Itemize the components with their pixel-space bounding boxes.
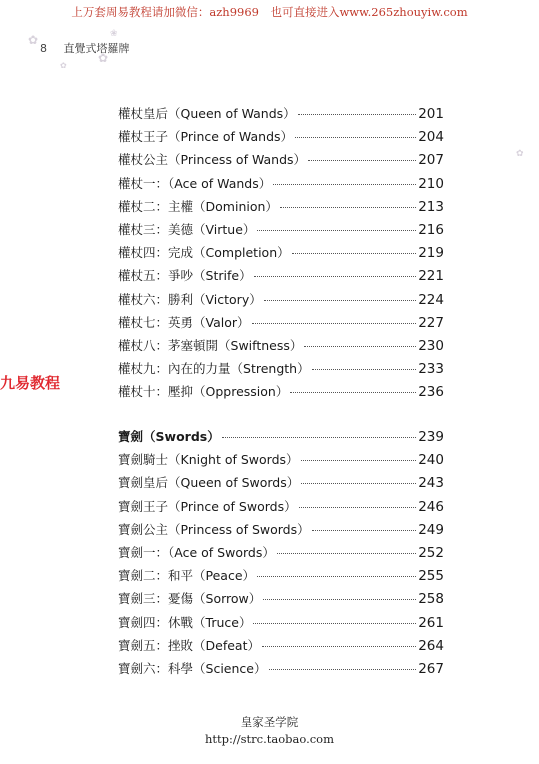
toc-entry-title bbox=[118, 566, 255, 584]
toc-entry-english: Princess of Wands bbox=[180, 152, 294, 168]
toc-entry-close-paren: ） bbox=[242, 568, 256, 584]
toc-entry-english: Truce bbox=[205, 614, 239, 630]
swords-section bbox=[118, 427, 444, 682]
toc-entry bbox=[118, 150, 444, 173]
toc-entry-title bbox=[118, 266, 252, 284]
toc-entry-chinese: 權杖八：茅塞頓開（ bbox=[118, 337, 231, 353]
bottom-watermark bbox=[0, 714, 539, 748]
toc-dot-leader bbox=[312, 530, 417, 531]
toc-entry-chinese: 權杖一：（ bbox=[118, 175, 175, 191]
flower-decoration-icon: ✿ bbox=[60, 61, 67, 70]
toc-entry bbox=[118, 220, 444, 243]
toc-entry-english: Princess of Swords bbox=[180, 521, 298, 537]
toc-dot-leader bbox=[304, 346, 416, 347]
toc-page-number: 221 bbox=[418, 268, 444, 285]
toc-entry-english: Science bbox=[205, 660, 254, 676]
toc-entry-close-paren: ） bbox=[280, 129, 294, 145]
toc-dot-leader bbox=[299, 507, 417, 508]
toc-dot-leader bbox=[298, 114, 417, 115]
toc-page-number: 246 bbox=[418, 498, 444, 515]
toc-entry-chinese: 權杖皇后（ bbox=[118, 106, 181, 121]
toc-entry bbox=[118, 197, 444, 220]
toc-entry-close-paren: ） bbox=[289, 337, 303, 353]
toc-entry-chinese: 寶劍騎士（ bbox=[118, 452, 181, 468]
toc-entry-close-paren: ） bbox=[248, 591, 262, 607]
toc-entry-chinese: 寶劍二：和平（ bbox=[118, 568, 206, 584]
toc-entry-english: Prince of Swords bbox=[180, 498, 285, 514]
toc-entry bbox=[118, 589, 444, 612]
toc-entry-chinese: 寶劍四：休戰（ bbox=[118, 614, 206, 630]
toc-entry-chinese: 權杖公主（ bbox=[118, 152, 181, 168]
toc-entry-english: Dominion bbox=[205, 198, 266, 214]
toc-dot-leader bbox=[263, 599, 416, 600]
toc-dot-leader bbox=[295, 137, 416, 138]
toc-page-number: 249 bbox=[418, 521, 444, 538]
toc-page-number: 227 bbox=[418, 314, 444, 331]
toc-entry-english: Strength bbox=[243, 361, 298, 377]
toc-dot-leader bbox=[222, 437, 416, 438]
flower-decoration-icon: ❀ bbox=[110, 29, 118, 39]
toc-entry-chinese: 權杖三：美德（ bbox=[118, 221, 206, 237]
toc-entry-title bbox=[118, 589, 261, 607]
toc-entry-title bbox=[118, 613, 251, 631]
toc-dot-leader bbox=[257, 230, 416, 231]
toc-dot-leader bbox=[253, 623, 416, 624]
toc-entry bbox=[118, 174, 444, 197]
toc-page-number: 213 bbox=[418, 198, 444, 215]
toc-entry-close-paren: ） bbox=[293, 152, 307, 168]
toc-entry bbox=[118, 290, 444, 313]
toc-entry-title bbox=[118, 473, 299, 491]
toc-dot-leader bbox=[280, 207, 416, 208]
toc-entry-close-paren: ） bbox=[207, 429, 220, 444]
page-header bbox=[40, 40, 130, 56]
toc-entry-chinese: 寶劍五：挫敗（ bbox=[118, 637, 206, 653]
toc-entry bbox=[118, 313, 444, 336]
toc-page-number: 264 bbox=[418, 637, 444, 654]
toc-page-number: 239 bbox=[418, 429, 444, 445]
toc-entry-chinese: 權杖王子（ bbox=[118, 129, 181, 145]
toc-entry-english: Peace bbox=[205, 568, 243, 584]
toc-entry-close-paren: ） bbox=[247, 637, 260, 653]
toc-entry-close-paren: ） bbox=[283, 106, 296, 121]
toc-entry-english: Sorrow bbox=[205, 591, 249, 607]
toc-page-number: 201 bbox=[418, 106, 444, 122]
toc-dot-leader bbox=[273, 184, 416, 185]
toc-entry-title bbox=[118, 543, 275, 561]
toc-entry-english: Prince of Wands bbox=[180, 129, 281, 145]
toc-page-number: 240 bbox=[418, 452, 444, 469]
toc-entry-title bbox=[118, 520, 310, 538]
toc-entry-title bbox=[118, 174, 271, 192]
toc-dot-leader bbox=[252, 323, 417, 324]
toc-dot-leader bbox=[312, 369, 417, 370]
toc-page-number: 207 bbox=[418, 152, 444, 169]
toc-entry-chinese: 寶劍皇后（ bbox=[118, 475, 181, 491]
toc-entry-close-paren: ） bbox=[297, 521, 310, 537]
toc-dot-leader bbox=[301, 460, 417, 461]
toc-dot-leader bbox=[264, 300, 416, 301]
toc-entry-english: Ace of Wands bbox=[174, 175, 259, 191]
toc-entry-english: Defeat bbox=[205, 637, 248, 653]
flower-decoration-icon: ✿ bbox=[98, 51, 109, 65]
toc-page-number: 230 bbox=[418, 337, 444, 354]
toc-entry-english: Oppression bbox=[205, 384, 276, 400]
toc-entry-english: Ace of Swords bbox=[174, 544, 263, 560]
toc-page-number: 236 bbox=[418, 384, 444, 401]
toc-entry-chinese: 寶劍（ bbox=[118, 429, 156, 444]
bottom-watermark-url: http://strc.taobao.com bbox=[204, 732, 334, 746]
toc-entry-english: Valor bbox=[205, 314, 238, 330]
toc-entry-title bbox=[118, 220, 255, 238]
toc-page-number: 216 bbox=[418, 221, 444, 238]
toc-entry-chinese: 寶劍王子（ bbox=[118, 498, 181, 514]
toc-entry bbox=[118, 266, 444, 289]
bottom-watermark-name: 皇家圣学院 bbox=[240, 715, 299, 729]
toc-dot-leader bbox=[301, 483, 416, 484]
toc-entry-close-paren: ） bbox=[249, 291, 262, 307]
toc-entry bbox=[118, 336, 444, 359]
toc-dot-leader bbox=[254, 276, 417, 277]
toc-entry bbox=[118, 543, 444, 566]
toc-entry-chinese: 寶劍六：科學（ bbox=[118, 660, 206, 676]
toc-entry-close-paren: ） bbox=[275, 384, 289, 400]
toc-entry bbox=[118, 243, 444, 266]
toc-entry-title bbox=[118, 243, 290, 261]
toc-entry-close-paren: ） bbox=[242, 221, 256, 237]
toc-entry-title bbox=[118, 659, 267, 677]
toc-dot-leader bbox=[262, 646, 416, 647]
toc-entry-chinese: 權杖七：英勇（ bbox=[118, 314, 206, 330]
toc-page-number: 243 bbox=[418, 475, 444, 492]
toc-entry-chinese: 權杖四：完成（ bbox=[118, 245, 206, 261]
toc-page-number: 224 bbox=[418, 291, 444, 308]
page-number: 8 bbox=[40, 42, 47, 55]
toc-entry bbox=[118, 497, 444, 520]
toc-entry-chinese: 權杖二：主權（ bbox=[118, 198, 206, 214]
toc-entry-close-paren: ） bbox=[253, 660, 267, 676]
toc-entry-english: Strife bbox=[205, 268, 240, 284]
toc-entry bbox=[118, 520, 444, 543]
toc-page-number: 252 bbox=[418, 544, 444, 561]
toc-entry-chinese: 寶劍三：憂傷（ bbox=[118, 591, 206, 607]
toc-dot-leader bbox=[269, 669, 417, 670]
toc-dot-leader bbox=[290, 392, 416, 393]
toc-entry bbox=[118, 636, 444, 659]
toc-entry-chinese: 寶劍公主（ bbox=[118, 521, 181, 537]
toc-dot-leader bbox=[292, 253, 417, 254]
toc-entry bbox=[118, 566, 444, 589]
side-watermark: 九易教程 bbox=[0, 374, 61, 392]
toc-dot-leader bbox=[308, 160, 416, 161]
toc-entry-close-paren: ） bbox=[297, 361, 310, 377]
toc-entry-close-paren: ） bbox=[262, 544, 275, 560]
toc-entry-chinese: 權杖十：壓抑（ bbox=[118, 384, 206, 400]
top-watermark: 上万套周易教程请加微信：azh9969 也可直接进入www.265zhouyiw.com bbox=[71, 5, 468, 19]
toc-page-number: 261 bbox=[418, 614, 444, 631]
toc-page-number: 258 bbox=[418, 591, 444, 608]
toc-page-number: 210 bbox=[418, 175, 444, 192]
toc-entry-chinese: 寶劍一：（ bbox=[118, 544, 175, 560]
toc-entry-title bbox=[118, 104, 296, 122]
toc-entry-title bbox=[118, 636, 260, 654]
toc-entry bbox=[118, 613, 444, 636]
toc-entry-close-paren: ） bbox=[286, 475, 300, 491]
toc-entry bbox=[118, 427, 444, 450]
toc-entry-title bbox=[118, 450, 299, 468]
toc-entry-english: Swords bbox=[155, 429, 208, 444]
toc-page-number: 255 bbox=[418, 568, 444, 585]
toc-entry-chinese: 權杖五：爭吵（ bbox=[118, 268, 206, 284]
flower-decoration-icon: ✿ bbox=[28, 33, 39, 47]
toc-entry-english: Victory bbox=[205, 291, 250, 307]
toc-entry-close-paren: ） bbox=[238, 614, 252, 630]
toc-dot-leader bbox=[257, 576, 416, 577]
book-title: 直覺式塔羅牌 bbox=[63, 42, 130, 55]
toc-entry bbox=[118, 382, 444, 405]
toc-entry-close-paren: ） bbox=[258, 175, 272, 191]
toc-entry-chinese: 權杖九：內在的力量（ bbox=[118, 361, 244, 377]
wands-section bbox=[118, 104, 444, 405]
toc-entry-english: Virtue bbox=[205, 221, 243, 237]
toc-entry-english: Completion bbox=[205, 245, 278, 261]
toc-entry-chinese: 權杖六：勝利（ bbox=[118, 291, 206, 307]
toc-entry-close-paren: ） bbox=[265, 198, 278, 214]
toc-entry-title bbox=[118, 150, 306, 168]
toc-page-number: 267 bbox=[418, 660, 444, 677]
toc-entry-english: Queen of Swords bbox=[180, 475, 287, 491]
toc-entry-close-paren: ） bbox=[239, 268, 252, 284]
toc-entry bbox=[118, 127, 444, 150]
toc-page-number: 233 bbox=[418, 361, 444, 378]
toc-entry bbox=[118, 473, 444, 496]
toc-page-number: 204 bbox=[418, 129, 444, 146]
toc-entry-title bbox=[118, 427, 220, 445]
toc-entry-title bbox=[118, 336, 302, 354]
toc-entry-title bbox=[118, 382, 288, 400]
toc-entry-title bbox=[118, 290, 262, 308]
toc-entry-english: Queen of Wands bbox=[180, 106, 284, 121]
toc-entry bbox=[118, 659, 444, 682]
toc-entry-close-paren: ） bbox=[277, 245, 290, 261]
toc-entry-title bbox=[118, 359, 310, 377]
toc-entry-title bbox=[118, 197, 278, 215]
toc-entry bbox=[118, 104, 444, 127]
toc-entry-title bbox=[118, 313, 250, 331]
toc-entry bbox=[118, 450, 444, 473]
toc-entry-english: Knight of Swords bbox=[180, 452, 287, 468]
toc-entry-english: Swiftness bbox=[230, 337, 290, 353]
toc-entry-close-paren: ） bbox=[237, 314, 250, 330]
toc-entry-title bbox=[118, 127, 293, 145]
flower-decoration-icon: ✿ bbox=[516, 149, 524, 159]
toc-page-number: 219 bbox=[418, 245, 444, 262]
toc-dot-leader bbox=[277, 553, 416, 554]
toc-entry-title bbox=[118, 497, 297, 515]
toc-entry-close-paren: ） bbox=[284, 498, 297, 514]
toc-entry-close-paren: ） bbox=[286, 452, 299, 468]
toc-entry bbox=[118, 359, 444, 382]
